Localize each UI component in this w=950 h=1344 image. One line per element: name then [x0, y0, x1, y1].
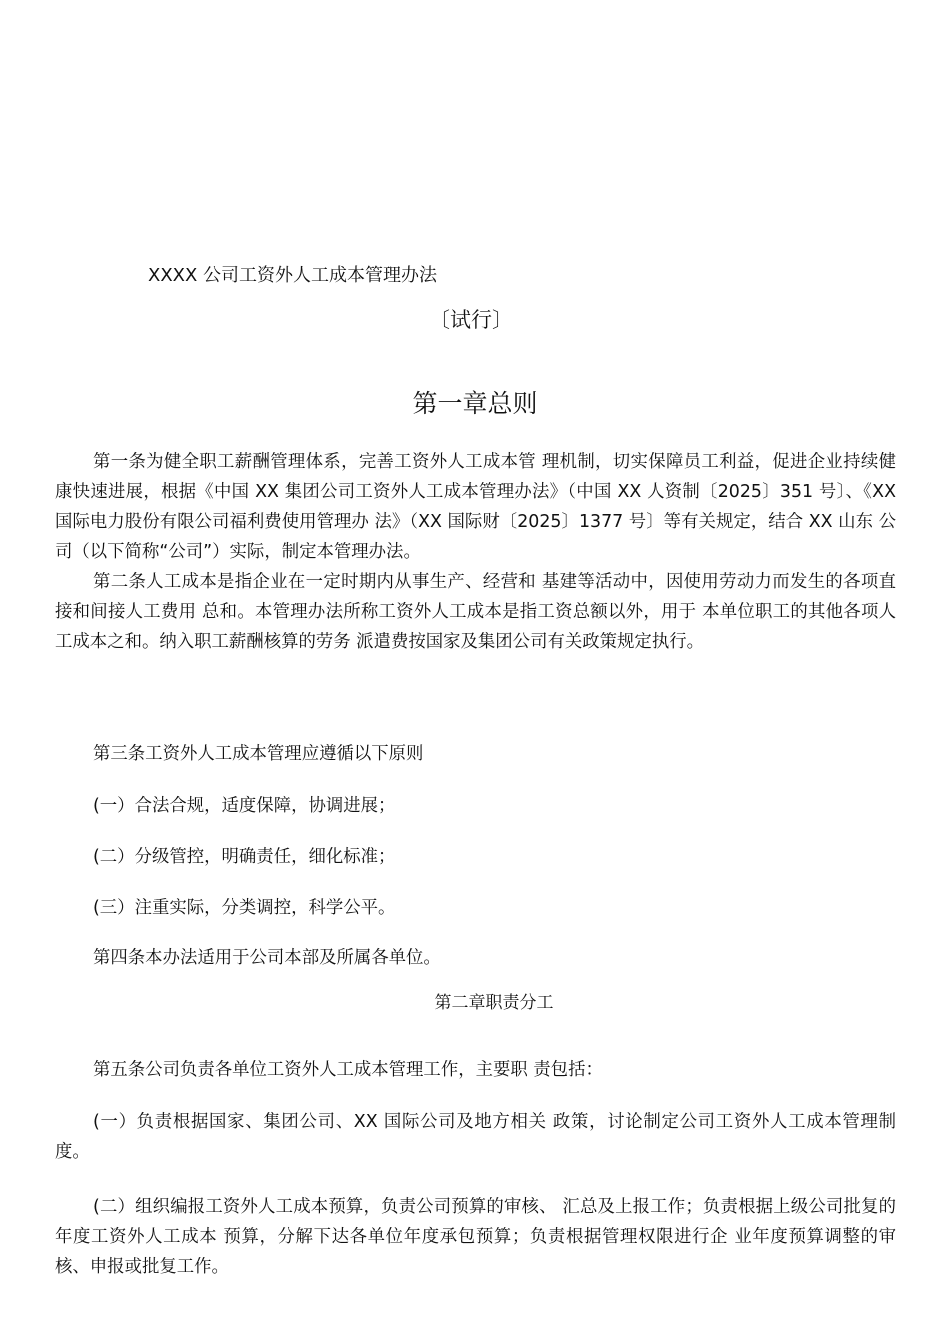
- article-3-paragraph: 第三条工资外人工成本管理应遵循以下原则: [93, 744, 424, 764]
- document-subtitle: [0, 306, 950, 334]
- principle-item-2: (二）分级管控，明确责任，细化标准；: [93, 847, 396, 867]
- duty-item-1: (一）负责根据国家、集团公司、XX 国际公司及地方相关 政策，讨论制定公司工资外人工成本管理制度。: [55, 1112, 896, 1162]
- principle-item-3: (三）注重实际，分类调控，科学公平。: [93, 898, 396, 918]
- article-2-paragraph: 第二条人工成本是指企业在一定时期内从事生产、经营和 基建等活动中，因使用劳动力而发生的各项直接和间接人工费用 总和。本管理办法所称工资外人工成本是指工资总额以外，用于 本单位职工的其他各项人工成本之和。纳入职工薪酬核算的劳务 派遣费按国家及集团公司有关政策规定执行。: [55, 572, 896, 652]
- duty-item-2: (二）组织编报工资外人工成本预算，负责公司预算的审核、 汇总及上报工作；负责根据上级公司批复的年度工资外人工成本 预算，分解下达各单位年度承包预算；负责根据管理权限进行企 业年度预算调整的审核、申报或批复工作。: [55, 1197, 896, 1277]
- document-title: XXXX 公司工资外人工成本管理办法: [148, 265, 438, 286]
- article-1-paragraph: 第一条为健全职工薪酬管理体系，完善工资外人工成本管 理机制，切实保障员工利益，促进企业持续健康快速进展，根据《中国 XX 集团公司工资外人工成本管理办法》（中国 XX 人资制〔2025〕351 号〕、《XX 国际电力股份有限公司福利费使用管理办 法》（XX 国际财〔2025〕1377 号〕等有关规定，结合 XX 山东 公司（以下简称“公司”）实际，制定本管理办法。: [55, 452, 896, 562]
- chapter-heading-general: 第一章总则: [412, 389, 538, 418]
- subtitle-text: 〔试行〕: [429, 308, 513, 332]
- chapter-heading-duties: [0, 991, 950, 1015]
- chapter-2-text: 第二章职责分工: [434, 993, 554, 1013]
- article-4-paragraph: 第四条本办法适用于公司本部及所属各单位。: [93, 948, 441, 968]
- principle-item-1: (一）合法合规，适度保障，协调进展；: [93, 796, 396, 816]
- article-5-paragraph: 第五条公司负责各单位工资外人工成本管理工作，主要职 责包括：: [93, 1060, 603, 1080]
